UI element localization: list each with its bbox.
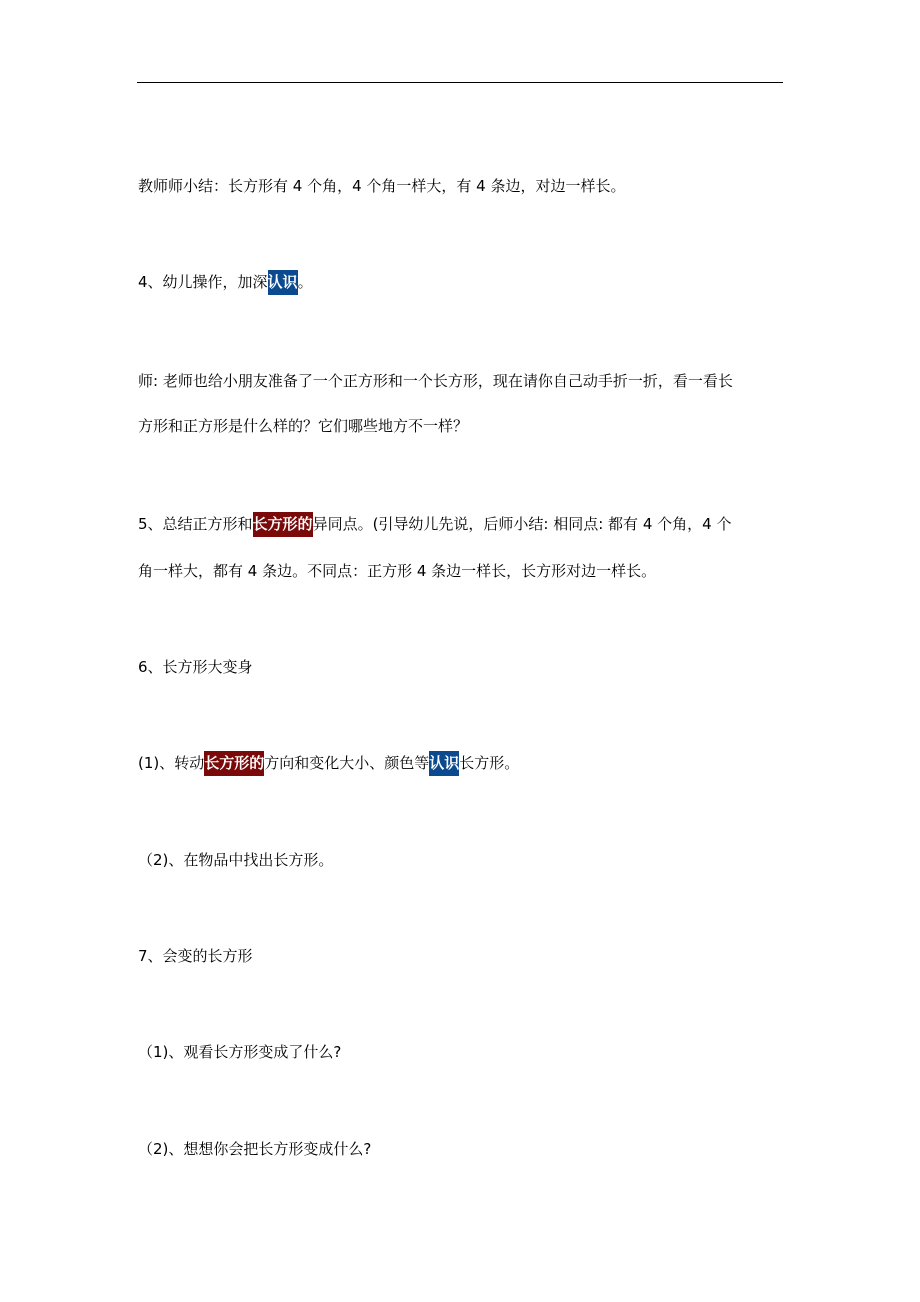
paragraph-step-6: [138, 657, 253, 677]
paragraph-text: 方向和变化大小、颜色等: [264, 754, 430, 772]
paragraph-text: 7、会变的长方形: [138, 947, 253, 965]
paragraph-step-7-2: [138, 1139, 371, 1159]
highlight-keyword: 认识: [429, 751, 459, 776]
paragraph-teacher-instruction-cont: [138, 416, 468, 436]
highlight-keyword: 长方形的: [253, 512, 313, 537]
paragraph-step-7: [138, 946, 253, 966]
paragraph-text: 异同点。(引导幼儿先说，后师小结: 相同点: 都有 4 个角，4 个: [312, 515, 732, 533]
paragraph-text: 6、长方形大变身: [138, 658, 253, 676]
paragraph-text: 长方形。: [459, 754, 520, 772]
paragraph-step-5: [138, 514, 731, 534]
paragraph-step-4: [138, 272, 313, 292]
paragraph-text: 。: [297, 273, 313, 291]
paragraph-teacher-instruction: [138, 371, 733, 391]
paragraph-teacher-summary: [138, 176, 625, 196]
paragraph-line: 角一样大，都有 4 条边。不同点：正方形 4 条边一样长，长方形对边一样长。: [138, 562, 657, 580]
header-rule: [137, 82, 783, 83]
paragraph-step-5-cont: [138, 561, 656, 581]
paragraph-step-6-1: [138, 753, 519, 773]
paragraph-text: 教师师小结：长方形有 4 个角，4 个角一样大，有 4 条边，对边一样长。: [138, 177, 626, 195]
paragraph-text: (1)、转动: [138, 754, 205, 772]
highlight-keyword: 长方形的: [204, 751, 264, 776]
paragraph-line: 师: 老师也给小朋友准备了一个正方形和一个长方形，现在请你自己动手折一折，看一看长: [138, 372, 733, 390]
paragraph-step-6-2: [138, 850, 333, 870]
paragraph-text: 4、幼儿操作，加深: [138, 273, 268, 291]
paragraph-line: 方形和正方形是什么样的？它们哪些地方不一样？: [138, 417, 469, 435]
highlight-keyword: 认识: [268, 270, 298, 295]
paragraph-text: （2)、想想你会把长方形变成什么?: [138, 1140, 372, 1158]
paragraph-text: 5、总结正方形和: [138, 515, 253, 533]
paragraph-step-7-1: [138, 1042, 341, 1062]
paragraph-text: （2)、在物品中找出长方形。: [138, 851, 334, 869]
paragraph-text: （1)、观看长方形变成了什么?: [138, 1043, 342, 1061]
